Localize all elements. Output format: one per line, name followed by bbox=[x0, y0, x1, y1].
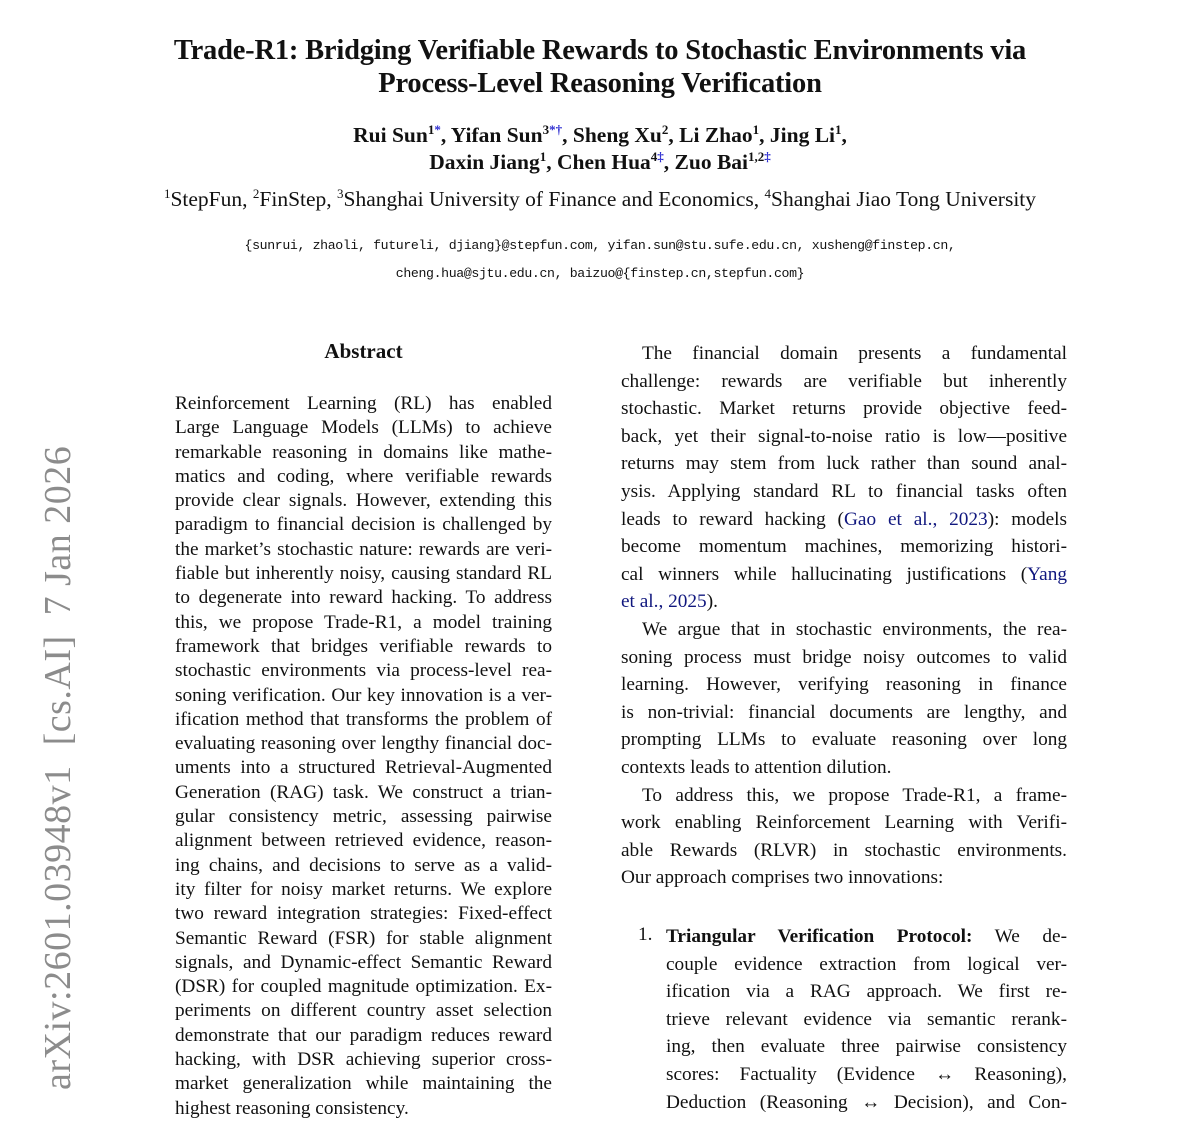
paper-title bbox=[0, 34, 1200, 100]
intro-line: able Rewards (RLVR) in stochastic environments. bbox=[621, 839, 1067, 861]
innovation-list-item bbox=[666, 923, 1067, 1116]
abstract-line: to degenerate into reward hacking. To address bbox=[175, 587, 552, 609]
abstract-line: (DSR) for coupled magnitude optimization. Ex- bbox=[175, 976, 552, 998]
affiliation: StepFun bbox=[170, 187, 243, 211]
abstract-line: framework that bridges verifiable rewards to bbox=[175, 635, 552, 657]
footnote-mark[interactable]: ‡ bbox=[657, 149, 664, 164]
author-name: Zuo Bai bbox=[674, 150, 749, 174]
intro-line: ysis. Applying standard RL to financial tasks often bbox=[621, 480, 1067, 502]
citation-link-yang-2025[interactable]: Yang bbox=[1027, 563, 1067, 585]
abstract-line: stochastic environments via process-level rea- bbox=[175, 660, 552, 682]
author-name: Rui Sun bbox=[353, 123, 428, 147]
author-name: Li Zhao bbox=[679, 123, 753, 147]
intro-line: work enabling Reinforcement Learning with Verifi- bbox=[621, 812, 1067, 834]
affiliation: Shanghai Jiao Tong University bbox=[771, 187, 1037, 211]
abstract-line: Large Language Models (LLMs) to achieve bbox=[175, 417, 552, 439]
footnote-mark[interactable]: ‡ bbox=[764, 149, 771, 164]
title-line-1: Trade-R1: Bridging Verifiable Rewards to Stochastic Environments via bbox=[173, 35, 1027, 66]
intro-line: prompting LLMs to evaluate reasoning over long bbox=[621, 729, 1067, 751]
abstract-line: ity filter for noisy market returns. We explore bbox=[175, 878, 552, 900]
abstract-line: two reward integration strategies: Fixed-effect bbox=[175, 903, 552, 925]
citation-link-gao-2023[interactable]: Gao et al., 2023 bbox=[843, 508, 988, 530]
intro-line: stochastic. Market returns provide objective feed- bbox=[621, 398, 1067, 420]
intro-line: returns may stem from luck rather than sound anal- bbox=[621, 453, 1067, 475]
intro-body bbox=[621, 340, 1067, 892]
intro-line: is non-trivial: financial documents are lengthy, and bbox=[621, 701, 1067, 723]
intro-line: Our approach comprises two innovations: bbox=[621, 867, 944, 889]
abstract-line: matics and coding, where verifiable rewards bbox=[175, 465, 552, 487]
footnote-mark[interactable]: * bbox=[434, 122, 441, 137]
footnote-mark[interactable]: *† bbox=[549, 122, 563, 137]
abstract-line: Generation (RAG) task. We construct a trian- bbox=[175, 781, 552, 803]
author-name: Yifan Sun bbox=[450, 123, 543, 147]
email-line-1: {sunrui, zhaoli, futureli, djiang}@stepfun.com, yifan.sun@stu.sufe.edu.cn, xusheng@finstep.cn, bbox=[244, 238, 956, 253]
author-name: Daxin Jiang bbox=[429, 150, 540, 174]
abstract-line: periments on different country asset selection bbox=[175, 1000, 552, 1022]
abstract-line: highest reasoning consistency. bbox=[175, 1097, 409, 1119]
abstract-heading: Abstract bbox=[324, 339, 403, 363]
abstract-line: ification method that transforms the problem of bbox=[175, 708, 552, 730]
abstract-line: uments into a structured Retrieval-Augmented bbox=[175, 757, 552, 779]
arxiv-stamp: arXiv:2601.03948v1 [cs.AI] 7 Jan 2026 bbox=[37, 445, 79, 1090]
affiliation: FinStep bbox=[259, 187, 327, 211]
list-line: ing, then evaluate three pairwise consistency bbox=[666, 1036, 1067, 1058]
abstract-body bbox=[175, 392, 552, 1121]
abstract-line: Reinforcement Learning (RL) has enabled bbox=[175, 393, 552, 414]
abstract-line: soning verification. Our key innovation is a ver- bbox=[175, 684, 552, 706]
list-line: couple evidence extraction from logical ver- bbox=[666, 953, 1067, 975]
abstract-line: demonstrate that our paradigm reduces reward bbox=[175, 1024, 552, 1046]
intro-line: We argue that in stochastic environments, the rea- bbox=[642, 618, 1067, 640]
email-line-2: cheng.hua@sjtu.edu.cn, baizuo@{finstep.cn,stepfun.com} bbox=[395, 266, 805, 281]
abstract-line: fiable but inherently noisy, causing standard RL bbox=[175, 563, 552, 585]
affiliation: Shanghai University of Finance and Economics bbox=[343, 187, 754, 211]
abstract-line: remarkable reasoning in domains like mathe- bbox=[175, 441, 552, 463]
author-name: Chen Hua bbox=[556, 150, 651, 174]
intro-line: become momentum machines, memorizing histori- bbox=[621, 536, 1067, 558]
list-item-label: Triangular Verification Protocol: bbox=[666, 926, 973, 947]
list-line: scores: Factuality (Evidence ↔ Reasoning), bbox=[666, 1063, 1067, 1085]
intro-line: cal winners while hallucinating justifications (Yang bbox=[621, 563, 1067, 585]
title-line-2: Process-Level Reasoning Verification bbox=[378, 68, 822, 99]
intro-line: leads to reward hacking (Gao et al., 2023): models bbox=[621, 508, 1068, 530]
abstract-line: gular consistency metric, assessing pairwise bbox=[175, 806, 552, 828]
list-line: ification via a RAG approach. We first re- bbox=[666, 981, 1067, 1003]
intro-line: back, yet their signal-to-noise ratio is low—positive bbox=[621, 425, 1067, 447]
abstract-line: this, we propose Trade-R1, a model training bbox=[175, 611, 552, 633]
abstract-line: signals, and Dynamic-effect Semantic Reward bbox=[175, 951, 552, 973]
intro-line: contexts leads to attention dilution. bbox=[621, 756, 892, 778]
intro-line: To address this, we propose Trade-R1, a frame- bbox=[642, 784, 1067, 806]
author-name: Sheng Xu bbox=[572, 123, 662, 147]
list-line: Deduction (Reasoning ↔ Decision), and Con- bbox=[666, 1091, 1067, 1113]
intro-line: soning process must bridge noisy outcomes to valid bbox=[621, 646, 1067, 668]
list-line: Triangular Verification Protocol: We de- bbox=[666, 926, 1068, 947]
affiliations: $^1$StepFun, $^2$FinStep, $^3$Shanghai University of Finance and Economics, $^4$Shanghai Jiao Tong University bbox=[163, 186, 1037, 211]
intro-line: The financial domain presents a fundamental bbox=[642, 343, 1067, 364]
abstract-line: hacking, with DSR achieving superior cross- bbox=[175, 1049, 552, 1071]
abstract-line: alignment between retrieved evidence, reason- bbox=[175, 830, 552, 852]
abstract-line: evaluating reasoning over lengthy financial doc- bbox=[175, 733, 552, 755]
list-number: 1. bbox=[638, 924, 653, 945]
author-list bbox=[0, 122, 1200, 176]
intro-line: challenge: rewards are verifiable but inherently bbox=[621, 370, 1067, 392]
abstract-line: Semantic Reward (FSR) for stable alignment bbox=[175, 927, 552, 949]
intro-line: et al., 2025). bbox=[621, 591, 718, 613]
abstract-line: the market’s stochastic nature: rewards are veri- bbox=[175, 538, 552, 560]
abstract-line: paradigm to financial decision is challenged by bbox=[175, 514, 552, 536]
author-line-2: Daxin Jiang$^1$, Chen Hua$^{4\ddagger}$, Zuo Bai$^{1,2\ddagger}$ bbox=[429, 149, 771, 174]
abstract-line: ing chains, and decisions to serve as a valid- bbox=[175, 854, 552, 876]
list-line: trieve relevant evidence via semantic rerank- bbox=[666, 1008, 1067, 1030]
author-emails bbox=[0, 232, 1200, 288]
abstract-line: market generalization while maintaining the bbox=[175, 1073, 552, 1095]
abstract-line: provide clear signals. However, extending this bbox=[175, 490, 552, 512]
author-name: Jing Li bbox=[769, 123, 836, 147]
citation-link-yang-2025[interactable]: et al., 2025 bbox=[621, 591, 707, 613]
intro-line: learning. However, verifying reasoning in finance bbox=[621, 674, 1067, 696]
author-line-1: Rui Sun$^{1*}$, Yifan Sun$^{3*\dagger}$, Sheng Xu$^2$, Li Zhao$^1$, Jing Li$^1$, bbox=[353, 122, 847, 147]
